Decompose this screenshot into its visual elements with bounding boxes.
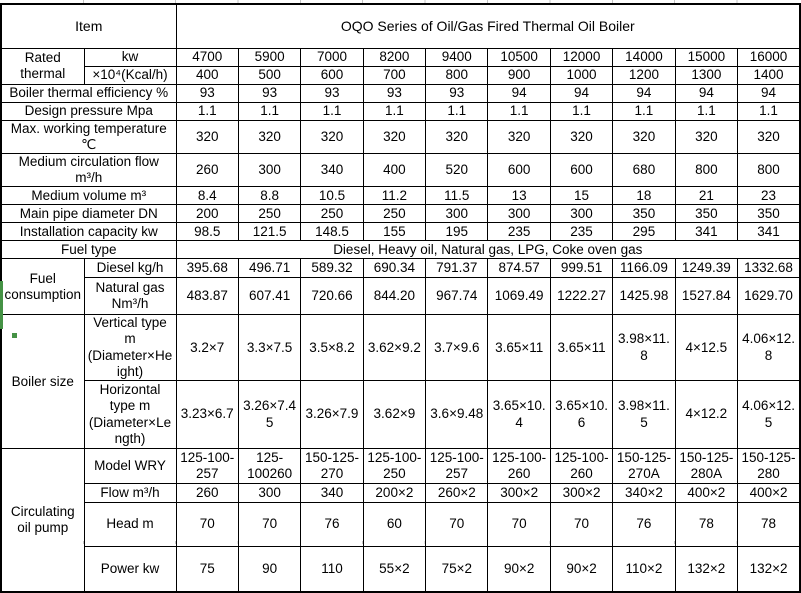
row-medium-volume: [1, 187, 800, 205]
row-design-pressure: [1, 102, 800, 120]
spec-cell: 874.57: [488, 259, 550, 278]
spec-cell: 90×2: [550, 547, 612, 592]
spec-cell: 76: [613, 503, 675, 547]
spec-cell: 125-100-260: [488, 449, 550, 484]
spec-cell: 791.37: [426, 259, 488, 278]
spec-cell: 235: [488, 223, 550, 241]
spec-cell: 1425.98: [613, 278, 675, 315]
spec-cell: 1.1: [363, 102, 425, 120]
row-label-pump-model: Model WRY: [84, 449, 176, 484]
spec-cell: 800: [675, 153, 737, 186]
spec-cell: 844.20: [363, 278, 425, 315]
spec-cell: 93: [426, 84, 488, 102]
spec-cell: 8.4: [176, 187, 238, 205]
spec-cell: 3.5×8.2: [301, 315, 363, 381]
spec-cell: 250: [238, 205, 300, 223]
spec-cell: 3.62×9: [363, 381, 425, 449]
spec-cell: 3.65×10.6: [550, 381, 612, 449]
spec-cell: 999.51: [550, 259, 612, 278]
spec-cell: 395.68: [176, 259, 238, 278]
spec-cell: 70: [176, 503, 238, 547]
row-pump-power: [1, 547, 800, 592]
spec-cell: 967.74: [426, 278, 488, 315]
spec-cell: 3.98×11.8: [613, 315, 675, 381]
spec-cell: 3.7×9.6: [426, 315, 488, 381]
row-label-kcal: ×10⁴(Kcal/h): [84, 66, 176, 84]
spec-cell: 483.87: [176, 278, 238, 315]
spec-cell: 600: [488, 153, 550, 186]
row-label-installation-capacity: Installation capacity kw: [1, 223, 176, 241]
spec-cell: 195: [426, 223, 488, 241]
spec-cell: 900: [488, 66, 550, 84]
row-rated-kw: [1, 48, 800, 66]
spec-cell: 3.62×9.2: [363, 315, 425, 381]
spec-cell: 150-125-280: [738, 449, 801, 484]
spec-cell: 3.23×6.7: [176, 381, 238, 449]
row-label-pump-flow: Flow m³/h: [84, 484, 176, 503]
spec-cell: 320: [488, 120, 550, 153]
spec-cell: 300×2: [488, 484, 550, 503]
spec-cell: 1000: [550, 66, 612, 84]
group-label-rated-thermal: Rated thermal: [1, 48, 84, 84]
row-pipe-diameter: [1, 205, 800, 223]
spec-cell: 93: [363, 84, 425, 102]
spec-cell: 607.41: [238, 278, 300, 315]
spec-cell: 4700: [176, 48, 238, 66]
spec-cell: 18: [613, 187, 675, 205]
spec-cell: 3.65×10.4: [488, 381, 550, 449]
spec-cell: 132×2: [675, 547, 737, 592]
spec-cell: 1.1: [550, 102, 612, 120]
spec-cell: 4×12.2: [675, 381, 737, 449]
row-label-horizontal-type: Horizontal type m (Diameter×Length): [84, 381, 176, 449]
spec-cell: 76: [301, 503, 363, 547]
header-row: [1, 4, 800, 48]
spec-cell: 300: [488, 205, 550, 223]
spec-cell: 3.3×7.5: [238, 315, 300, 381]
series-title-cell: OQO Series of Oil/Gas Fired Thermal Oil Boiler: [176, 4, 800, 48]
spec-cell: 3.65×11: [488, 315, 550, 381]
spec-cell: 94: [550, 84, 612, 102]
spec-cell: 15: [550, 187, 612, 205]
spec-cell: 121.5: [238, 223, 300, 241]
row-pump-flow: [1, 484, 800, 503]
spec-cell: 320: [426, 120, 488, 153]
spec-cell: 320: [738, 120, 801, 153]
spec-cell: 400: [176, 66, 238, 84]
spec-cell: 200: [176, 205, 238, 223]
spec-cell: 125-100-250: [363, 449, 425, 484]
spec-cell: 341: [675, 223, 737, 241]
spec-cell: 11.5: [426, 187, 488, 205]
spec-cell: 75×2: [426, 547, 488, 592]
row-pump-head: [1, 503, 800, 547]
spec-cell: 93: [238, 84, 300, 102]
row-label-pipe-diameter: Main pipe diameter DN: [1, 205, 176, 223]
spec-cell: 93: [301, 84, 363, 102]
spec-cell: 800: [426, 66, 488, 84]
spec-cell: 150-125-270A: [613, 449, 675, 484]
spec-cell: 10.5: [301, 187, 363, 205]
spec-cell: 8200: [363, 48, 425, 66]
spec-cell: 60: [363, 503, 425, 547]
spec-cell: 4×12.5: [675, 315, 737, 381]
spec-cell: 3.26×7.9: [301, 381, 363, 449]
row-label-pump-head: Head m: [84, 503, 176, 547]
spec-cell: 1200: [613, 66, 675, 84]
spec-cell: 200×2: [363, 484, 425, 503]
spec-cell: 90: [238, 547, 300, 592]
spec-cell: 1.1: [613, 102, 675, 120]
spec-cell: 94: [613, 84, 675, 102]
spec-cell: 1.1: [488, 102, 550, 120]
spec-cell: 690.34: [363, 259, 425, 278]
row-installation-capacity: [1, 223, 800, 241]
spec-cell: 3.98×11.5: [613, 381, 675, 449]
spec-cell: 1.1: [238, 102, 300, 120]
spec-cell: 520: [426, 153, 488, 186]
spec-cell: 12000: [550, 48, 612, 66]
row-label-vertical-type: Vertical type m (Diameter×Height): [84, 315, 176, 381]
spec-cell: 341: [738, 223, 801, 241]
spec-cell: 250: [301, 205, 363, 223]
spec-cell: 300×2: [550, 484, 612, 503]
spec-cell: 320: [301, 120, 363, 153]
row-pump-model: [1, 449, 800, 484]
selection-marker-line: [0, 281, 3, 329]
spec-cell: 1400: [738, 66, 801, 84]
row-label-diesel: Diesel kg/h: [84, 259, 176, 278]
spec-cell: 7000: [301, 48, 363, 66]
spec-cell: 94: [488, 84, 550, 102]
spec-cell: 350: [738, 205, 801, 223]
spec-cell: 10500: [488, 48, 550, 66]
spec-cell: 1.1: [176, 102, 238, 120]
spec-cell: 1.1: [301, 102, 363, 120]
spec-cell: 70: [550, 503, 612, 547]
spec-cell: 600: [550, 153, 612, 186]
spec-cell: 93: [176, 84, 238, 102]
spec-cell: 680: [613, 153, 675, 186]
spec-cell: 5900: [238, 48, 300, 66]
spec-cell: 320: [176, 120, 238, 153]
spec-cell: 1.1: [738, 102, 801, 120]
spec-cell: 589.32: [301, 259, 363, 278]
spec-cell: 150-125-270: [301, 449, 363, 484]
group-label-circulating-pump: Circulating oil pump: [1, 449, 84, 592]
spec-cell: 3.2×7: [176, 315, 238, 381]
spec-cell: 300: [426, 205, 488, 223]
spec-cell: 3.6×9.48: [426, 381, 488, 449]
spec-cell: 150-125-280A: [675, 449, 737, 484]
spec-cell: 400×2: [738, 484, 801, 503]
spec-cell: 300: [238, 153, 300, 186]
spec-cell: 55×2: [363, 547, 425, 592]
row-max-temperature: [1, 120, 800, 153]
row-label-design-pressure: Design pressure Mpa: [1, 102, 176, 120]
spec-cell: 1.1: [426, 102, 488, 120]
spec-cell: 340: [301, 153, 363, 186]
spec-cell: 16000: [738, 48, 801, 66]
spec-cell: 21: [675, 187, 737, 205]
spec-cell: 8.8: [238, 187, 300, 205]
spec-cell: 70: [488, 503, 550, 547]
spec-cell: 1069.49: [488, 278, 550, 315]
spec-cell: 78: [738, 503, 801, 547]
spec-cell: 13: [488, 187, 550, 205]
spec-cell: 15000: [675, 48, 737, 66]
spec-cell: 4.06×12.8: [738, 315, 801, 381]
spec-cell: 70: [426, 503, 488, 547]
spec-cell: 125-100-257: [176, 449, 238, 484]
spec-cell: 260: [176, 153, 238, 186]
row-rated-kcal: [1, 66, 800, 84]
spec-cell: 496.71: [238, 259, 300, 278]
spec-cell: 720.66: [301, 278, 363, 315]
row-label-kw: kw: [84, 48, 176, 66]
row-natural-gas-consumption: [1, 278, 800, 315]
spec-cell: 295: [613, 223, 675, 241]
spec-cell: 350: [613, 205, 675, 223]
spec-cell: 1527.84: [675, 278, 737, 315]
spec-cell: 110: [301, 547, 363, 592]
row-fuel-type: [1, 241, 800, 259]
spec-cell: 125-100-257: [426, 449, 488, 484]
spec-cell: 235: [550, 223, 612, 241]
spec-cell: 155: [363, 223, 425, 241]
row-vertical-size: [1, 315, 800, 381]
spec-cell: 110×2: [613, 547, 675, 592]
spec-cell: 3.26×7.45: [238, 381, 300, 449]
spec-cell: 132×2: [738, 547, 801, 592]
spec-cell: 300: [238, 484, 300, 503]
spec-cell: 260: [176, 484, 238, 503]
spec-cell: 700: [363, 66, 425, 84]
spec-cell: 1300: [675, 66, 737, 84]
spec-cell: 94: [675, 84, 737, 102]
spec-cell: 70: [238, 503, 300, 547]
spec-cell: 4.06×12.5: [738, 381, 801, 449]
spec-cell: 800: [738, 153, 801, 186]
row-label-max-temperature: Max. working temperature ℃: [1, 120, 176, 153]
group-label-boiler-size: Boiler size: [1, 315, 84, 449]
spec-cell: 260×2: [426, 484, 488, 503]
spec-cell: 1.1: [675, 102, 737, 120]
spec-cell: 500: [238, 66, 300, 84]
spec-cell: 23: [738, 187, 801, 205]
row-horizontal-size: [1, 381, 800, 449]
row-label-circulation-flow: Medium circulation flow m³/h: [1, 153, 176, 186]
selection-fill-handle[interactable]: [11, 332, 18, 339]
row-label-efficiency: Boiler thermal efficiency %: [1, 84, 176, 102]
spec-cell: 340×2: [613, 484, 675, 503]
spec-cell: 11.2: [363, 187, 425, 205]
spec-cell: 1222.27: [550, 278, 612, 315]
spec-cell: 320: [675, 120, 737, 153]
fuel-type-value-cell: Diesel, Heavy oil, Natural gas, LPG, Coke oven gas: [176, 241, 800, 259]
spec-cell: 90×2: [488, 547, 550, 592]
spec-cell: 3.65×11: [550, 315, 612, 381]
spec-cell: 400×2: [675, 484, 737, 503]
spec-cell: 9400: [426, 48, 488, 66]
spec-cell: 320: [550, 120, 612, 153]
row-label-medium-volume: Medium volume m³: [1, 187, 176, 205]
row-efficiency: [1, 84, 800, 102]
spec-cell: 320: [613, 120, 675, 153]
spec-cell: 148.5: [301, 223, 363, 241]
spec-cell: 350: [675, 205, 737, 223]
row-label-fuel-type: Fuel type: [1, 241, 176, 259]
spec-cell: 1332.68: [738, 259, 801, 278]
spec-cell: 600: [301, 66, 363, 84]
spec-cell: 125-100260: [238, 449, 300, 484]
row-label-pump-power: Power kw: [84, 547, 176, 592]
spec-cell: 75: [176, 547, 238, 592]
spec-cell: 320: [238, 120, 300, 153]
spec-cell: 98.5: [176, 223, 238, 241]
row-label-natural-gas: Natural gas Nm³/h: [84, 278, 176, 315]
row-diesel-consumption: [1, 259, 800, 278]
spec-cell: 14000: [613, 48, 675, 66]
spec-cell: 1629.70: [738, 278, 801, 315]
group-label-fuel-consumption: Fuel consumption: [1, 259, 84, 315]
spec-cell: 340: [301, 484, 363, 503]
spec-cell: 250: [363, 205, 425, 223]
item-header-cell: Item: [1, 4, 176, 48]
spec-cell: 400: [363, 153, 425, 186]
spec-cell: 94: [738, 84, 801, 102]
spec-cell: 78: [675, 503, 737, 547]
spec-cell: 320: [363, 120, 425, 153]
spec-cell: 1249.39: [675, 259, 737, 278]
spec-cell: 1166.09: [613, 259, 675, 278]
spec-cell: 300: [550, 205, 612, 223]
spec-table: [0, 3, 801, 593]
spec-cell: 125-100-260: [550, 449, 612, 484]
row-circulation-flow: [1, 153, 800, 186]
